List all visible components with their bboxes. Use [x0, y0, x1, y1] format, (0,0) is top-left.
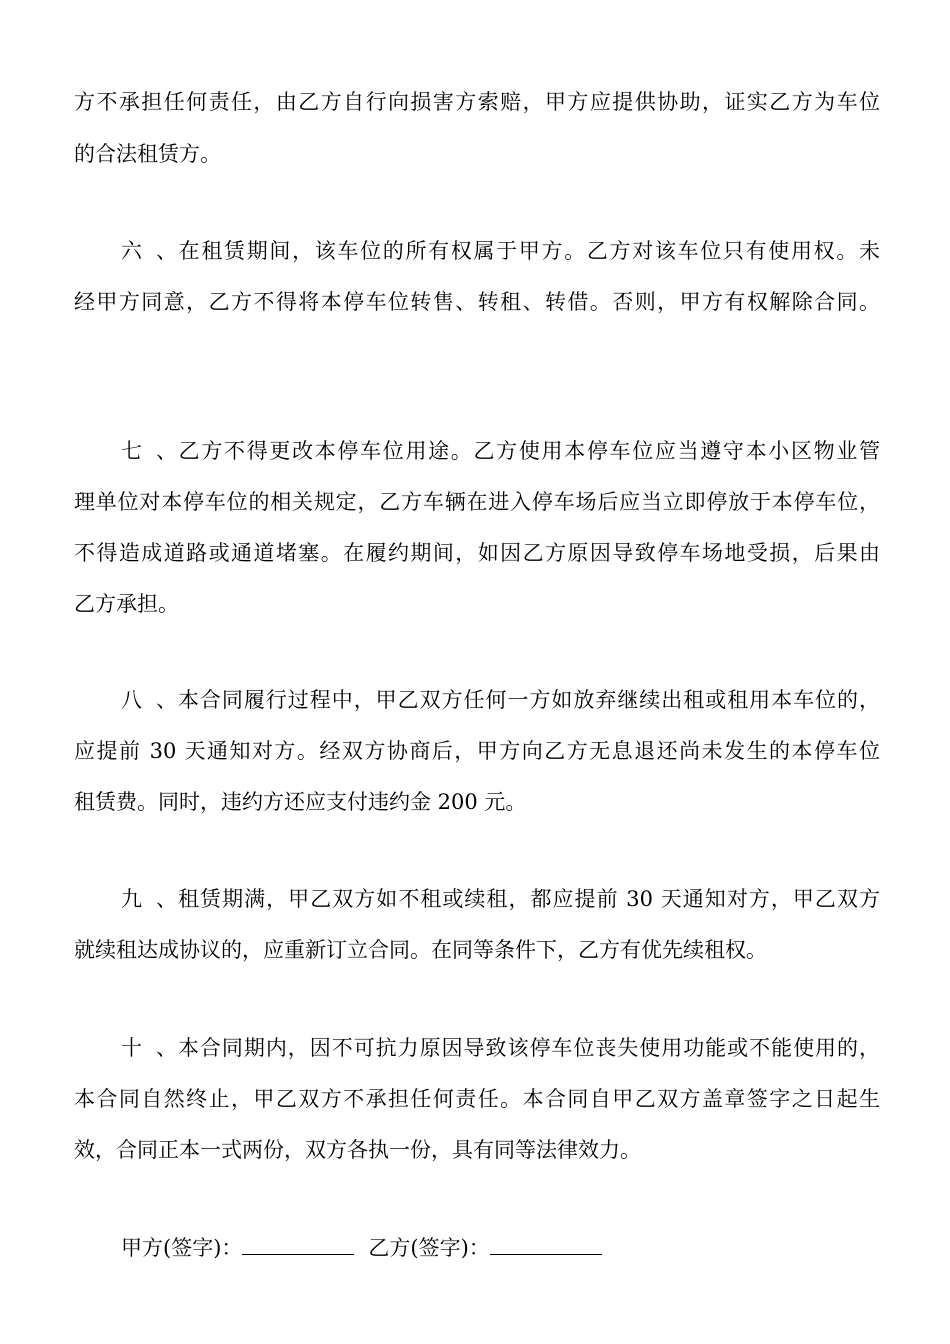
- paragraph-8-line-3: 租赁费。同时，违约方还应支付违约金 200 元。: [74, 790, 527, 814]
- paragraph-10-text: 本合同期内，因不可抗力原因导致该停车位丧失使用功能或不能使用的，: [177, 1036, 880, 1060]
- paragraph-10-line-1: [121, 1034, 880, 1062]
- paragraph-7-line-1: [121, 437, 880, 465]
- paragraph-7-line-3: 不得造成道路或通道堵塞。在履约期间，如因乙方原因导致停车场地受损，后果由: [74, 541, 880, 565]
- signature-row: [121, 1234, 616, 1262]
- paragraph-9-text: 租赁期满，甲乙双方如不租或续租，都应提前 30 天通知对方，甲乙双方: [177, 887, 880, 911]
- paragraph-8-line-1: [121, 686, 880, 714]
- paragraph-9-number: 九、: [121, 887, 177, 911]
- party-b-signature-line[interactable]: [490, 1234, 602, 1255]
- paragraph-9-line-1: [121, 885, 880, 913]
- paragraph-8-text: 本合同履行过程中，甲乙双方任何一方如放弃继续出租或租用本车位的，: [177, 688, 880, 712]
- paragraph-10-number: 十、: [121, 1036, 177, 1060]
- paragraph-6-text: 在租赁期间，该车位的所有权属于甲方。乙方对该车位只有使用权。未: [177, 239, 880, 263]
- paragraph-10-line-3: 效，合同正本一式两份，双方各执一份，具有同等法律效力。: [74, 1138, 641, 1162]
- paragraph-8-line-2: 应提前 30 天通知对方。经双方协商后，甲方向乙方无息退还尚未发生的本停车位: [74, 739, 880, 763]
- paragraph-10-line-2: 本合同自然终止，甲乙双方不承担任何责任。本合同自甲乙双方盖章签字之日起生: [74, 1087, 880, 1111]
- paragraph-7-line-2: 理单位对本停车位的相关规定，乙方车辆在进入停车场后应当立即停放于本停车位，: [74, 490, 880, 514]
- paragraph-6-number: 六、: [121, 239, 177, 263]
- paragraph-7-text: 乙方不得更改本停车位用途。乙方使用本停车位应当遵守本小区物业管: [177, 439, 880, 463]
- paragraph-8-number: 八、: [121, 688, 177, 712]
- party-a-signature-label: 甲方(签字)：: [121, 1236, 243, 1260]
- paragraph-7-line-4: 乙方承担。: [74, 592, 179, 616]
- paragraph-9-line-2: 就续租达成协议的，应重新订立合同。在同等条件下，乙方有优先续租权。: [74, 938, 767, 962]
- paragraph-6-line-1: [121, 237, 880, 265]
- party-a-signature-line[interactable]: [242, 1234, 354, 1255]
- paragraph-5-line-2: 的合法租赁方。: [74, 142, 221, 166]
- paragraph-6-line-2: 经甲方同意，乙方不得将本停车位转售、转租、转借。否则，甲方有权解除合同。: [74, 290, 880, 314]
- party-b-signature-label: 乙方(签字)：: [368, 1236, 490, 1260]
- paragraph-5-line-1: 方不承担任何责任，由乙方自行向损害方索赔，甲方应提供协助，证实乙方为车位: [74, 90, 880, 114]
- paragraph-7-number: 七、: [121, 439, 177, 463]
